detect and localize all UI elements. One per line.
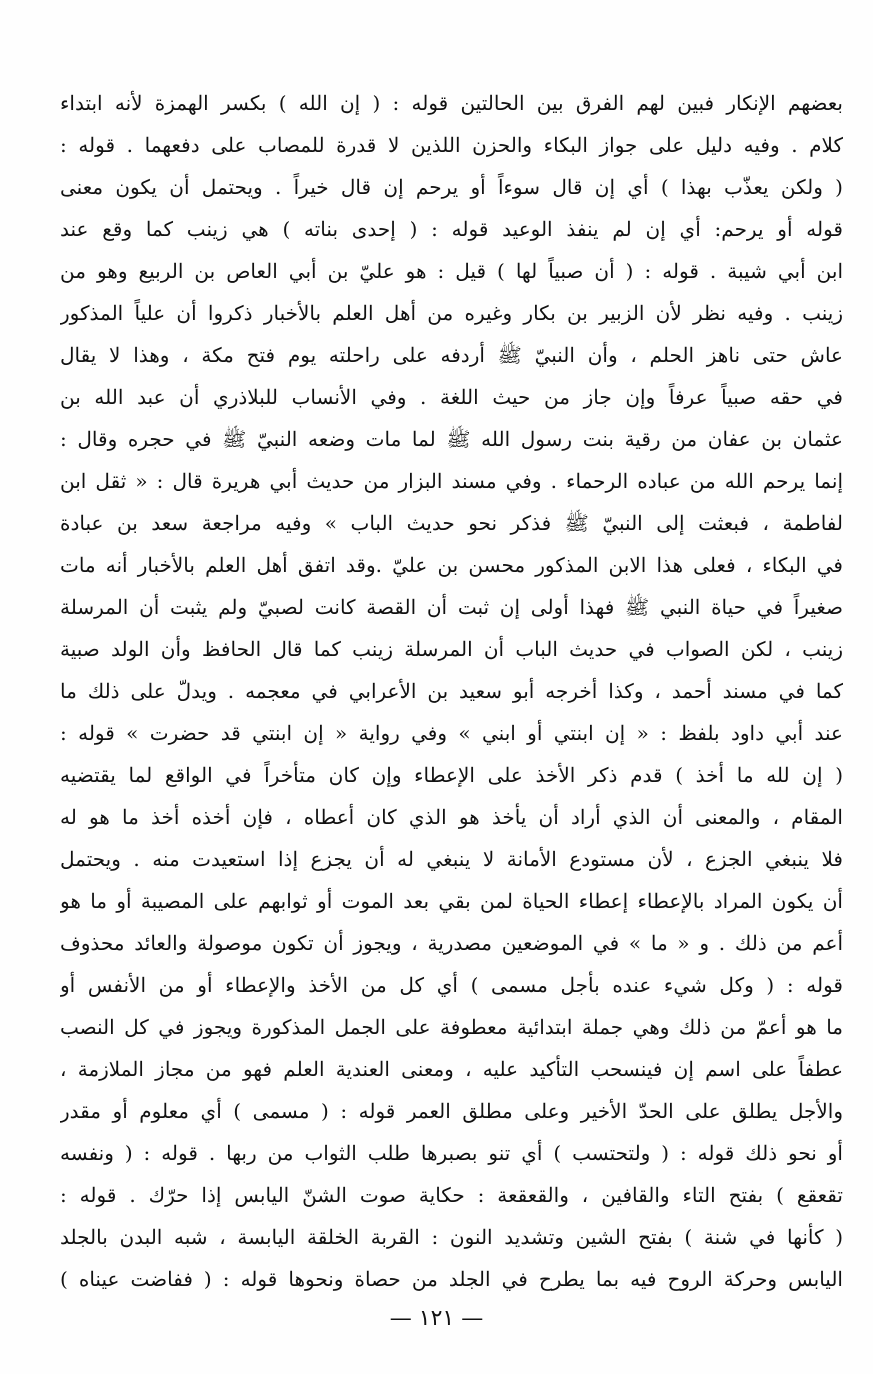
text-line: قوله أو يرحم: أي إن لم ينفذ الوعيد قوله : ( إحدى بناته ) هي زينب كما وقع عند [60,217,843,241]
text-line: في البكاء ، فعلى هذا الابن المذكور محسن بن عليّ .وقد اتفق أهل العلم بالأخبار أنه مات [60,553,843,577]
text-line: ( ولكن يعذّب بهذا ) أي إن قال سوءاً أو يرحم إن قال خيراً . ويحتمل أن يكون معنى [60,175,843,199]
text-line: عطفاً على اسم إن فينسحب التأكيد عليه ، ومعنى العندية العلم فهو من مجاز الملازمة ، [60,1057,843,1081]
text-line: قوله : ( وكل شيء عنده بأجل مسمى ) أي كل من الأخذ والإعطاء أو من الأنفس أو [60,973,843,997]
text-line: زينب . وفيه نظر لأن الزبير بن بكار وغيره من أهل العلم بالأخبار ذكروا أن علياً المذكور [60,301,843,325]
text-line: إنما يرحم الله من عباده الرحماء . وفي مسند البزار من حديث أبي هريرة قال : « ثقل ابن [60,469,843,493]
text-line: كلام . وفيه دليل على جواز البكاء والحزن اللذين لا قدرة للمصاب على دفعهما . قوله : [60,133,843,157]
text-line: أن يكون المراد بالإعطاء إعطاء الحياة لمن بقي بعد الموت أو ثوابهم على المصيبة أو ما هو [60,889,843,913]
text-line: والأجل يطلق على الحدّ الأخير وعلى مطلق العمر قوله : ( مسمى ) أي معلوم أو مقدر [60,1099,843,1123]
commentary-text [60,82,843,1300]
text-line: أو نحو ذلك قوله : ( ولتحتسب ) أي تنو بصبرها طلب الثواب من ربها . قوله : ( ونفسه [60,1141,843,1165]
page-number: — ١٢١ — [389,1306,484,1331]
text-line: ( كأنها في شنة ) بفتح الشين وتشديد النون : القربة الخلقة اليابسة ، شبه البدن بالجلد [60,1225,843,1249]
text-line: ما هو أعمّ من ذلك وهي جملة ابتدائية معطوفة على الجمل المذكورة ويجوز في كل النصب [60,1015,843,1039]
text-line: ( إن لله ما أخذ ) قدم ذكر الأخذ على الإعطاء وإن كان متأخراً في الواقع لما يقتضيه [60,763,843,787]
text-line: المقام ، والمعنى أن الذي أراد أن يأخذ هو الذي كان أعطاه ، فإن أخذه أخذ ما هو له [60,805,843,829]
text-line: عند أبي داود بلفظ : « إن ابنتي أو ابني » وفي رواية « إن ابنتي قد حضرت » قوله : [60,721,843,745]
text-line: كما في مسند أحمد ، وكذا أخرجه أبو سعيد بن الأعرابي في معجمه . ويدلّ على ذلك ما [60,679,843,703]
text-line: تقعقع ) بفتح التاء والقافين ، والقعقعة : حكاية صوت الشنّ اليابس إذا حرّك . قوله : [60,1183,843,1207]
text-line: عاش حتى ناهز الحلم ، وأن النبيّ ﷺ أردفه على راحلته يوم فتح مكة ، وهذا لا يقال [60,343,843,367]
text-line: اليابس وحركة الروح فيه بما يطرح في الجلد من حصاة ونحوها قوله : ( ففاضت عيناه ) [60,1267,843,1291]
text-line: بعضهم الإنكار فبين لهم الفرق بين الحالتين قوله : ( إن الله ) بكسر الهمزة لأنه ابتداء [60,91,843,115]
text-line: زينب ، لكن الصواب في حديث الباب أن المرسلة زينب كما قال الحافظ وأن الولد صبية [60,637,843,661]
text-line: صغيراً في حياة النبي ﷺ فهذا أولى إن ثبت أن القصة كانت لصبيّ ولم يثبت أن المرسلة [60,595,843,619]
text-line: في حقه صبياً عرفاً وإن جاز من حيث اللغة . وفي الأنساب للبلاذري أن عبد الله بن [60,385,843,409]
text-line: لفاطمة ، فبعثت إلى النبيّ ﷺ فذكر نحو حديث الباب » وفيه مراجعة سعد بن عبادة [60,511,843,535]
text-line: عثمان بن عفان من رقية بنت رسول الله ﷺ لما مات وضعه النبيّ ﷺ في حجره وقال : [60,427,843,451]
text-line: فلا ينبغي الجزع ، لأن مستودع الأمانة لا ينبغي له أن يجزع إذا استعيدت منه . ويحتمل [60,847,843,871]
text-line: ابن أبي شيبة . قوله : ( أن صبياً لها ) قيل : هو عليّ بن أبي العاص بن الربيع وهو من [60,259,843,283]
text-line: أعم من ذلك . و « ما » في الموضعين مصدرية ، ويجوز أن تكون موصولة والعائد محذوف [60,931,843,955]
